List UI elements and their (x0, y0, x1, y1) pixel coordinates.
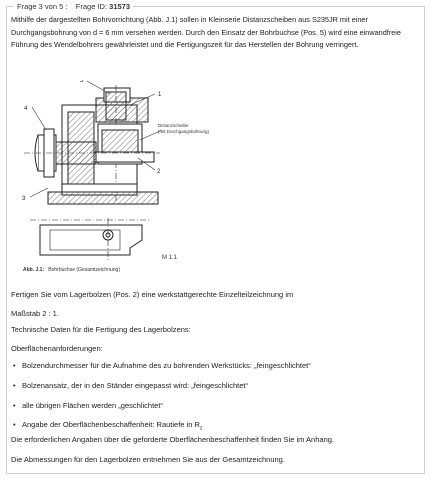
annotation-workpiece: Distanzscheibe (158, 123, 189, 128)
bullet-item-2: • Bolzenansatz, der in den Ständer eingepasst wird: „feingeschlichtet“ (22, 381, 248, 391)
pos-label-3: 3 (22, 196, 26, 202)
section-view (24, 85, 160, 204)
top-view (30, 218, 150, 260)
drilling-fixture-drawing (10, 80, 420, 280)
caption-text: Bohrbuchse (Gesamtzeichnung) (48, 267, 121, 273)
question-counter: Frage 3 von 5 : (17, 2, 68, 11)
bullet-item-4 (22, 420, 202, 434)
intro-paragraph: Mithilfe der dargestellten Bohrvorrichtung (Abb. J.1) sollen in Kleinserie Distanzscheiben aus S235JR mit einer Durchgangsbohrung von d = 6 mm versehen werden. Durch den Einsatz der Bohrbuchse (Pos. 5) wird eine einwandfreie Führung des Wendelbohrers gewährleistet und die Fertigungszeit für das Herstellen der Bohrung verringert. (11, 15, 401, 50)
bullet-item-4-subscript: z (199, 425, 203, 432)
figure-caption (23, 267, 120, 273)
question-id-value: 31573 (109, 2, 131, 11)
question-header (14, 0, 133, 14)
pos-label-4: 4 (24, 106, 28, 112)
surface-heading: Oberflächenanforderungen: (11, 344, 103, 353)
drawing-scale: M 1:1 (162, 255, 178, 261)
pos-label-5: 5 (80, 80, 84, 84)
technical-drawing (10, 80, 420, 280)
task-line-2: Maßstab 2 : 1. (11, 309, 59, 318)
caption-label: Abb. J.1: (23, 267, 45, 273)
task-line-1: Fertigen Sie vom Lagerbolzen (Pos. 2) eine werkstattgerechte Einzelteilzeichnung im (11, 290, 294, 299)
annotation-workpiece-detail: (mit Durchgangsbohrung) (158, 129, 210, 134)
bullet-item-3: • alle übrigen Flächen werden „geschlichtet“ (22, 401, 163, 411)
pos-label-1: 1 (158, 92, 162, 98)
bullet-item-1: • Bolzendurchmesser für die Aufnahme des zu bohrenden Werkstücks: „feingeschlichtet“ (22, 361, 311, 371)
pos-label-2: 2 (157, 169, 161, 175)
tech-data-heading: Technische Daten für die Fertigung des Lagerbolzens: (11, 325, 191, 334)
footer-line-2: Die Abmessungen für den Lagerbolzen entnehmen Sie aus der Gesamtzeichnung. (11, 455, 285, 464)
question-id-label: Frage ID: (75, 2, 108, 11)
bullet-item-4-text: Angabe der Oberflächenbeschaffenheit: Rautiefe in R (22, 420, 200, 429)
footer-line-1: Die erforderlichen Angaben über die geforderte Oberflächenbeschaffenheit finden Sie im Anhang. (11, 435, 334, 444)
